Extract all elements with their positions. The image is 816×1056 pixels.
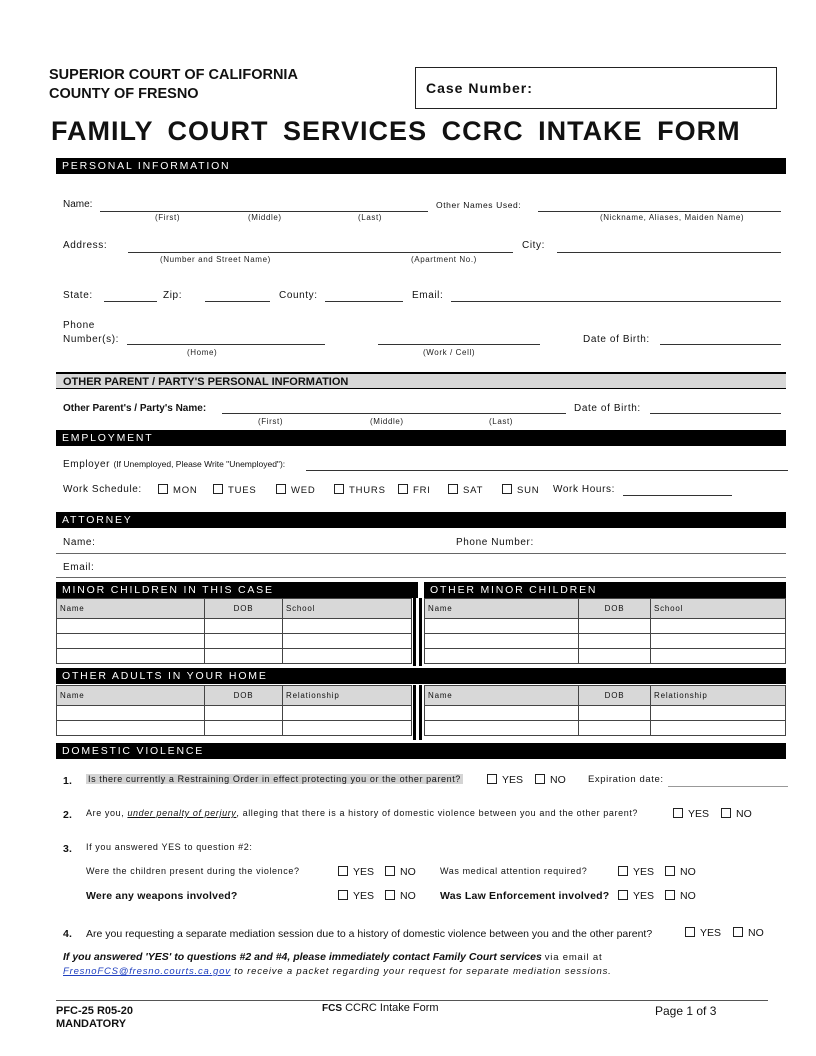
checkbox[interactable] <box>721 808 731 818</box>
notice-line-1 <box>63 951 602 963</box>
q3-text: If you answered YES to question #2: <box>86 842 253 852</box>
q2-no[interactable] <box>721 808 752 820</box>
checkbox[interactable] <box>334 484 344 494</box>
work-cell-hint: (Work / Cell) <box>423 348 476 357</box>
form-name-prefix: FCS <box>322 1003 342 1014</box>
name-label: Name: <box>63 199 93 210</box>
checkbox[interactable] <box>385 890 395 900</box>
table-header-row <box>57 599 412 619</box>
state-field[interactable] <box>104 301 157 302</box>
q3a-no[interactable] <box>385 866 416 878</box>
q3b-yes[interactable] <box>618 866 654 878</box>
col-dob: DOB <box>205 599 283 619</box>
form-name-text: CCRC Intake Form <box>345 1002 439 1014</box>
q4-number: 4. <box>63 928 73 940</box>
table-header-row <box>425 599 786 619</box>
case-number-label: Case Number: <box>426 80 533 96</box>
checkbox[interactable] <box>535 774 545 784</box>
first-hint: (First) <box>155 213 181 222</box>
q2-post: , alleging that there is a history of domestic violence between you and the other parent? <box>236 808 639 818</box>
table-row[interactable] <box>57 619 412 634</box>
other-middle-hint: (Middle) <box>370 417 404 426</box>
work-phone-field[interactable] <box>378 344 540 345</box>
col-school: School <box>651 599 786 619</box>
q3d-yes[interactable] <box>618 890 654 902</box>
page-number: Page 1 of 3 <box>655 1004 717 1018</box>
checkbox[interactable] <box>618 866 628 876</box>
day-label: SAT <box>463 485 484 496</box>
table-row[interactable] <box>425 634 786 649</box>
notice-email-link[interactable]: FresnoFCS@fresno.courts.ca.gov <box>63 966 231 977</box>
yes-label: YES <box>353 866 375 878</box>
day-label: WED <box>291 485 316 496</box>
zip-label: Zip: <box>163 290 183 301</box>
address-label: Address: <box>63 240 108 251</box>
q3b-no[interactable] <box>665 866 696 878</box>
attorney-name-line[interactable] <box>56 553 786 554</box>
col-school: School <box>283 599 412 619</box>
form-id: PFC-25 R05-20 <box>56 1005 134 1017</box>
table-row[interactable] <box>425 649 786 664</box>
col-dob: DOB <box>579 686 651 706</box>
other-names-label: Other Names Used: <box>436 200 522 210</box>
q2-pre: Are you, <box>86 808 125 818</box>
yes-label: YES <box>688 808 710 820</box>
city-label: City: <box>522 240 545 251</box>
checkbox[interactable] <box>213 484 223 494</box>
col-name: Name <box>57 686 205 706</box>
q1-number: 1. <box>63 775 73 787</box>
middle-hint: (Middle) <box>248 213 282 222</box>
notice-via: via email at <box>544 952 603 963</box>
dob-label: Date of Birth: <box>583 334 650 345</box>
table-row[interactable] <box>425 619 786 634</box>
other-parent-name-label: Other Parent's / Party's Name: <box>63 403 207 414</box>
other-children-header: OTHER MINOR CHILDREN <box>424 582 786 598</box>
employer-label-text: Employer <box>63 459 111 470</box>
yes-label: YES <box>353 890 375 902</box>
q3d-text: Was Law Enforcement involved? <box>440 890 610 902</box>
apartment-hint: (Apartment No.) <box>411 255 477 264</box>
q3d-no[interactable] <box>665 890 696 902</box>
footer-rule <box>56 1000 768 1001</box>
personal-info-header: PERSONAL INFORMATION <box>56 158 786 174</box>
q4-text: Are you requesting a separate mediation session due to a history of domestic violence between you and the other parent? <box>86 928 653 940</box>
col-name: Name <box>57 599 205 619</box>
attorney-header: ATTORNEY <box>56 512 786 528</box>
employer-label <box>63 459 285 470</box>
day-wed[interactable] <box>276 484 316 496</box>
checkbox[interactable] <box>673 808 683 818</box>
q4-no[interactable] <box>733 927 764 939</box>
dob-field[interactable] <box>660 344 781 345</box>
checkbox[interactable] <box>338 866 348 876</box>
table-divider <box>413 685 416 740</box>
city-field[interactable] <box>557 252 781 253</box>
nickname-hint: (Nickname, Aliases, Maiden Name) <box>600 213 745 222</box>
table-divider <box>419 685 422 740</box>
attorney-email-line[interactable] <box>56 577 786 578</box>
court-line-2: COUNTY OF FRESNO <box>49 86 199 102</box>
col-relationship: Relationship <box>651 686 786 706</box>
col-dob: DOB <box>205 686 283 706</box>
checkbox[interactable] <box>733 927 743 937</box>
table-divider <box>413 598 416 666</box>
county-field[interactable] <box>325 301 403 302</box>
day-mon[interactable] <box>158 484 198 496</box>
minor-children-header: MINOR CHILDREN IN THIS CASE <box>56 582 418 598</box>
q3-number: 3. <box>63 843 73 855</box>
checkbox[interactable] <box>276 484 286 494</box>
day-tues[interactable] <box>213 484 257 496</box>
form-name <box>322 1002 439 1014</box>
work-hours-field[interactable] <box>623 495 732 496</box>
other-last-hint: (Last) <box>489 417 514 426</box>
day-label: THURS <box>349 485 386 496</box>
table-header-row <box>57 686 412 706</box>
table-row[interactable] <box>57 649 412 664</box>
attorney-name-label: Name: <box>63 537 96 548</box>
work-hours-label: Work Hours: <box>553 484 615 495</box>
day-thurs[interactable] <box>334 484 386 496</box>
col-name: Name <box>425 686 579 706</box>
q2-number: 2. <box>63 809 73 821</box>
home-phone-field[interactable] <box>127 344 325 345</box>
day-label: SUN <box>517 485 540 496</box>
mandatory-label: MANDATORY <box>56 1018 127 1030</box>
q1-yes[interactable] <box>487 774 523 786</box>
county-label: County: <box>279 290 318 301</box>
checkbox[interactable] <box>487 774 497 784</box>
phone-label-line-1: Phone <box>63 320 95 331</box>
name-field[interactable] <box>100 211 428 212</box>
other-names-field[interactable] <box>538 211 781 212</box>
employer-hint: (If Unemployed, Please Write "Unemployed"): <box>113 459 286 469</box>
q2-text <box>86 808 638 818</box>
yes-label: YES <box>700 927 722 939</box>
yes-label: YES <box>502 774 524 786</box>
day-sat[interactable] <box>448 484 483 496</box>
minor-children-table <box>56 598 412 664</box>
no-label: NO <box>400 866 416 878</box>
domestic-violence-header: DOMESTIC VIOLENCE <box>56 743 786 759</box>
phone-label-line-2: Number(s): <box>63 334 120 345</box>
case-number-field[interactable] <box>415 67 777 109</box>
q3c-yes[interactable] <box>338 890 374 902</box>
no-label: NO <box>680 866 696 878</box>
other-adults-header: OTHER ADULTS IN YOUR HOME <box>56 668 786 684</box>
no-label: NO <box>400 890 416 902</box>
last-hint: (Last) <box>358 213 383 222</box>
adults-table-right <box>424 685 786 736</box>
table-row[interactable] <box>425 706 786 721</box>
col-relationship: Relationship <box>283 686 412 706</box>
court-name <box>49 66 298 104</box>
col-dob: DOB <box>579 599 651 619</box>
address-field[interactable] <box>128 252 513 253</box>
state-label: State: <box>63 290 93 301</box>
checkbox[interactable] <box>665 890 675 900</box>
q1-no[interactable] <box>535 774 566 786</box>
work-schedule-label: Work Schedule: <box>63 484 142 495</box>
day-label: MON <box>173 485 198 496</box>
other-dob-label: Date of Birth: <box>574 403 641 414</box>
expiration-date-field[interactable] <box>668 786 788 787</box>
q3b-text: Was medical attention required? <box>440 866 588 876</box>
q1-text: Is there currently a Restraining Order in effect protecting you or the other parent? <box>88 774 461 784</box>
zip-field[interactable] <box>205 301 270 302</box>
checkbox[interactable] <box>502 484 512 494</box>
email-label: Email: <box>412 290 444 301</box>
table-divider <box>419 598 422 666</box>
court-line-1: SUPERIOR COURT OF CALIFORNIA <box>49 67 298 83</box>
other-parent-header: OTHER PARENT / PARTY'S PERSONAL INFORMATION <box>56 372 786 389</box>
expiration-label: Expiration date: <box>588 774 664 785</box>
email-field[interactable] <box>451 301 781 302</box>
checkbox[interactable] <box>685 927 695 937</box>
notice-line-2 <box>63 966 612 977</box>
q3a-text: Were the children present during the violence? <box>86 866 300 876</box>
table-header-row <box>425 686 786 706</box>
q2-yes[interactable] <box>673 808 709 820</box>
employer-field[interactable] <box>306 470 788 471</box>
form-title: FAMILY COURT SERVICES CCRC INTAKE FORM <box>51 116 741 146</box>
checkbox[interactable] <box>158 484 168 494</box>
yes-label: YES <box>633 866 655 878</box>
day-label: FRI <box>413 485 431 496</box>
checkbox[interactable] <box>618 890 628 900</box>
other-dob-field[interactable] <box>650 413 781 414</box>
home-hint: (Home) <box>187 348 218 357</box>
checkbox[interactable] <box>385 866 395 876</box>
day-label: TUES <box>228 485 257 496</box>
no-label: NO <box>550 774 566 786</box>
attorney-email-label: Email: <box>63 562 95 573</box>
notice-bold: If you answered 'YES' to questions #2 and #4, please immediately contact Family Court services <box>63 951 542 963</box>
street-hint: (Number and Street Name) <box>160 255 271 264</box>
q3c-no[interactable] <box>385 890 416 902</box>
table-row[interactable] <box>57 706 412 721</box>
employment-header: EMPLOYMENT <box>56 430 786 446</box>
yes-label: YES <box>633 890 655 902</box>
other-first-hint: (First) <box>258 417 284 426</box>
other-children-table <box>424 598 786 664</box>
day-fri[interactable] <box>398 484 431 496</box>
q3a-yes[interactable] <box>338 866 374 878</box>
checkbox[interactable] <box>448 484 458 494</box>
no-label: NO <box>736 808 752 820</box>
no-label: NO <box>680 890 696 902</box>
notice-tail: to receive a packet regarding your request for separate mediation sessions. <box>234 966 612 977</box>
no-label: NO <box>748 927 764 939</box>
q3c-text: Were any weapons involved? <box>86 890 238 902</box>
checkbox[interactable] <box>665 866 675 876</box>
adults-table-left <box>56 685 412 736</box>
checkbox[interactable] <box>398 484 408 494</box>
attorney-phone-label: Phone Number: <box>456 537 534 548</box>
checkbox[interactable] <box>338 890 348 900</box>
table-row[interactable] <box>57 721 412 736</box>
table-row[interactable] <box>57 634 412 649</box>
q2-emphasis: under penalty of perjury <box>127 808 237 818</box>
table-row[interactable] <box>425 721 786 736</box>
q4-yes[interactable] <box>685 927 721 939</box>
day-sun[interactable] <box>502 484 539 496</box>
other-parent-name-field[interactable] <box>222 413 566 414</box>
col-name: Name <box>425 599 579 619</box>
